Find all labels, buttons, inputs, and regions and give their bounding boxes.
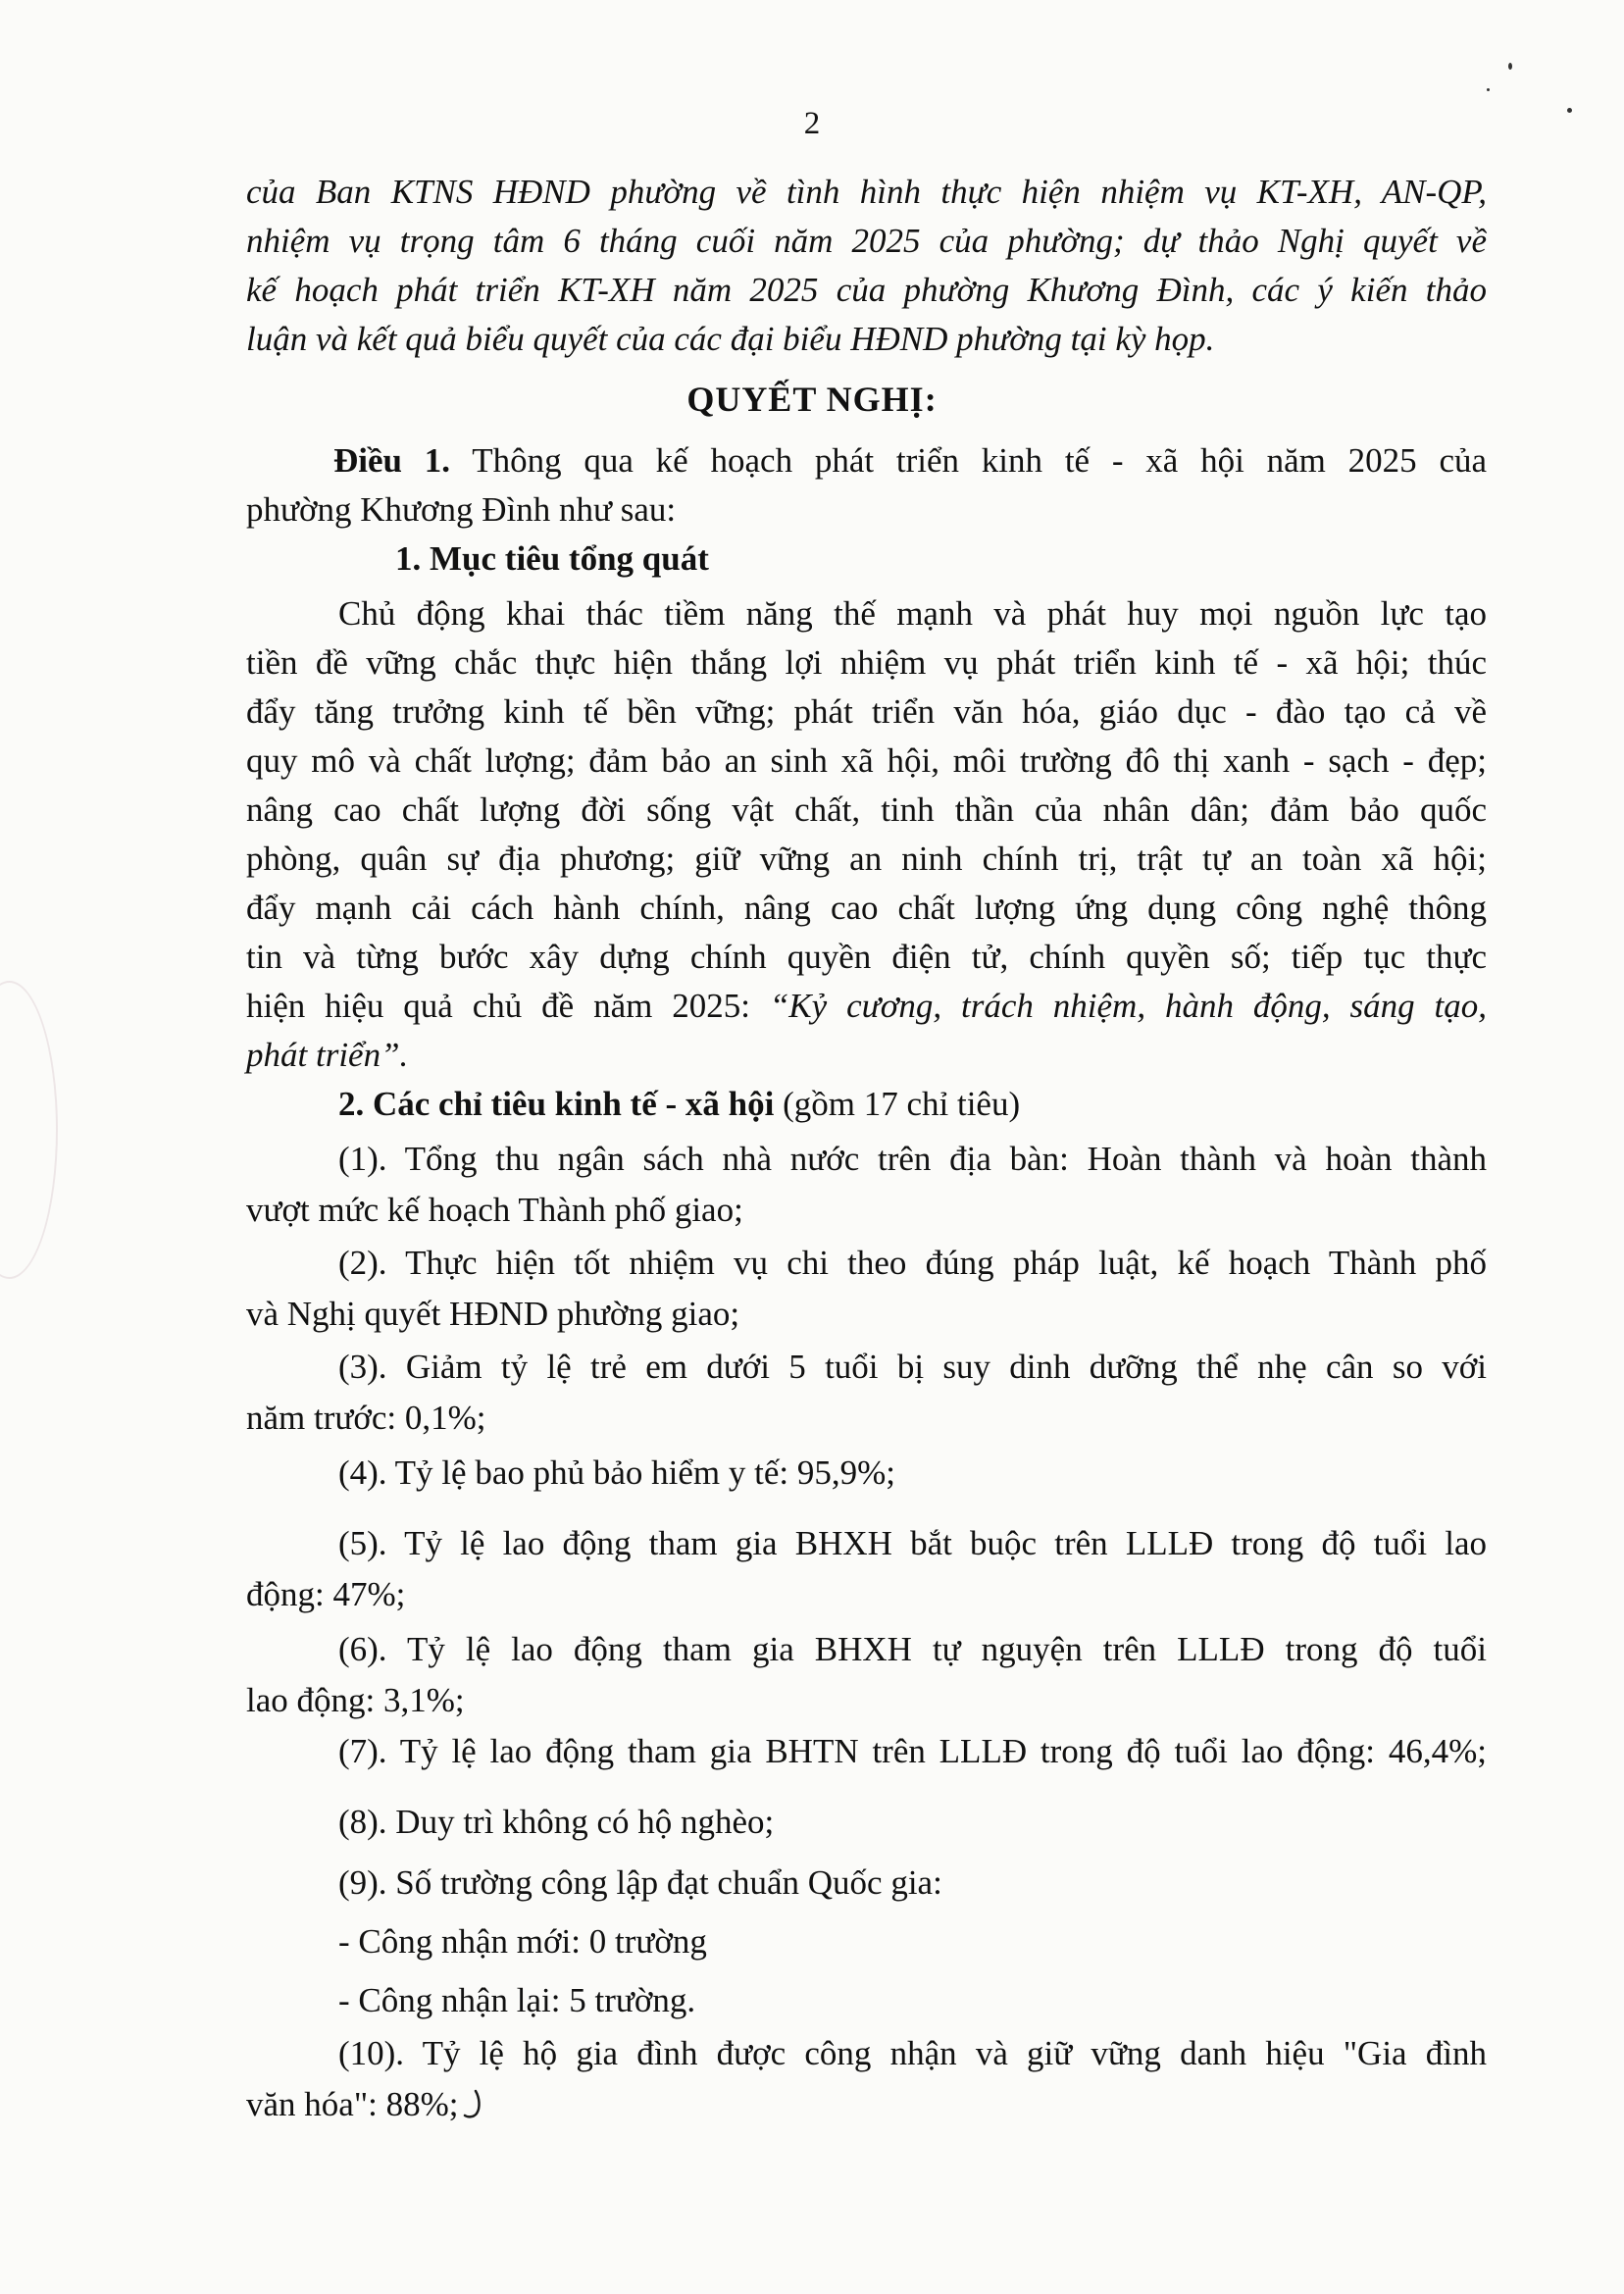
- scan-speck: [1508, 63, 1512, 70]
- section-2-count-note: (gồm 17 chỉ tiêu): [774, 1085, 1021, 1123]
- article-1-line: [333, 439, 1487, 483]
- section-1-line: Chủ động khai thác tiềm năng thế mạnh và phát huy mọi nguồn lực tạo: [338, 594, 1487, 633]
- indicator-line: (1). Tổng thu ngân sách nhà nước trên địa bàn: Hoàn thành và hoàn thành: [338, 1140, 1487, 1178]
- indicator-line: lao động: 3,1%;: [246, 1681, 465, 1719]
- indicator-line: (8). Duy trì không có hộ nghèo;: [338, 1803, 775, 1841]
- section-1-line: phòng, quân sự địa phương; giữ vững an ninh chính trị, trật tự an toàn xã hội;: [246, 840, 1487, 878]
- indicator-line: (6). Tỷ lệ lao động tham gia BHXH tự nguyện trên LLLĐ trong độ tuổi: [338, 1630, 1487, 1668]
- indicator-line: - Công nhận mới: 0 trường: [338, 1922, 707, 1961]
- indicator-line: (5). Tỷ lệ lao động tham gia BHXH bắt buộc trên LLLĐ trong độ tuổi lao: [338, 1524, 1487, 1562]
- theme-quote-end: phát triển”.: [246, 1036, 409, 1074]
- page-number: 2: [803, 106, 821, 141]
- scan-speck: [1487, 88, 1490, 91]
- section-1-line: tin và từng bước xây dựng chính quyền điện tử, chính quyền số; tiếp tục thực: [246, 938, 1487, 976]
- faded-stamp-mark: [0, 981, 58, 1279]
- article-1-label: Điều 1.: [333, 441, 451, 480]
- indicator-line-last: [246, 2083, 1487, 2126]
- indicator-line: động: 47%;: [246, 1575, 406, 1613]
- section-1-line: đẩy tăng trưởng kinh tế bền vững; phát triển văn hóa, giáo dục - đào tạo cả về: [246, 692, 1487, 731]
- initial-mark-icon: [462, 2088, 485, 2121]
- indicator-line: (4). Tỷ lệ bao phủ bảo hiểm y tế: 95,9%;: [338, 1453, 895, 1492]
- article-1-line-2: phường Khương Đình như sau:: [246, 490, 677, 529]
- section-1-line: tiền đề vững chắc thực hiện thắng lợi nhiệm vụ phát triển kinh tế - xã hội; thúc: [246, 643, 1487, 682]
- section-2-title: 2. Các chỉ tiêu kinh tế - xã hội: [338, 1085, 775, 1123]
- indicator-line: (9). Số trường công lập đạt chuẩn Quốc gia:: [338, 1863, 942, 1902]
- section-1-line: đẩy mạnh cải cách hành chính, nâng cao chất lượng ứng dụng công nghệ thông: [246, 889, 1487, 927]
- indicator-line: năm trước: 0,1%;: [246, 1399, 486, 1437]
- intro-line: nhiệm vụ trọng tâm 6 tháng cuối năm 2025 của phường; dự thảo Nghị quyết về: [246, 222, 1487, 260]
- article-1-text: Thông qua kế hoạch phát triển kinh tế - xã hội năm 2025 của: [472, 441, 1488, 480]
- indicator-line: (2). Thực hiện tốt nhiệm vụ chi theo đúng pháp luật, kế hoạch Thành phố: [338, 1244, 1487, 1282]
- section-2-title-line: [338, 1083, 1487, 1126]
- indicator-text: văn hóa": 88%;: [246, 2085, 459, 2123]
- indicator-line: (7). Tỷ lệ lao động tham gia BHTN trên LLLĐ trong độ tuổi lao động: 46,4%;: [338, 1732, 1487, 1770]
- indicator-line: vượt mức kế hoạch Thành phố giao;: [246, 1191, 743, 1229]
- indicator-line: - Công nhận lại: 5 trường.: [338, 1981, 696, 2019]
- intro-line: của Ban KTNS HĐND phường về tình hình thực hiện nhiệm vụ KT-XH, AN-QP,: [246, 173, 1487, 211]
- intro-line: kế hoạch phát triển KT-XH năm 2025 của phường Khương Đình, các ý kiến thảo: [246, 271, 1487, 309]
- theme-quote: “Kỷ cương, trách nhiệm, hành động, sáng tạo,: [769, 987, 1487, 1025]
- section-1-theme-line: [246, 985, 1487, 1028]
- section-1-line: nâng cao chất lượng đời sống vật chất, tinh thần của nhân dân; đảm bảo quốc: [246, 790, 1487, 829]
- section-1-line: quy mô và chất lượng; đảm bảo an sinh xã hội, môi trường đô thị xanh - sạch - đẹp;: [246, 741, 1487, 780]
- theme-prefix: hiện hiệu quả chủ đề năm 2025:: [246, 987, 770, 1025]
- indicator-line: (10). Tỷ lệ hộ gia đình được công nhận và giữ vững danh hiệu "Gia đình: [338, 2034, 1487, 2072]
- resolution-heading: QUYẾT NGHỊ:: [686, 380, 938, 419]
- indicator-line: và Nghị quyết HĐND phường giao;: [246, 1295, 740, 1333]
- section-1-title: 1. Mục tiêu tổng quát: [395, 539, 709, 578]
- indicator-line: (3). Giảm tỷ lệ trẻ em dưới 5 tuổi bị suy dinh dưỡng thể nhẹ cân so với: [338, 1348, 1487, 1386]
- intro-line: luận và kết quả biểu quyết của các đại biểu HĐND phường tại kỳ họp.: [246, 320, 1215, 358]
